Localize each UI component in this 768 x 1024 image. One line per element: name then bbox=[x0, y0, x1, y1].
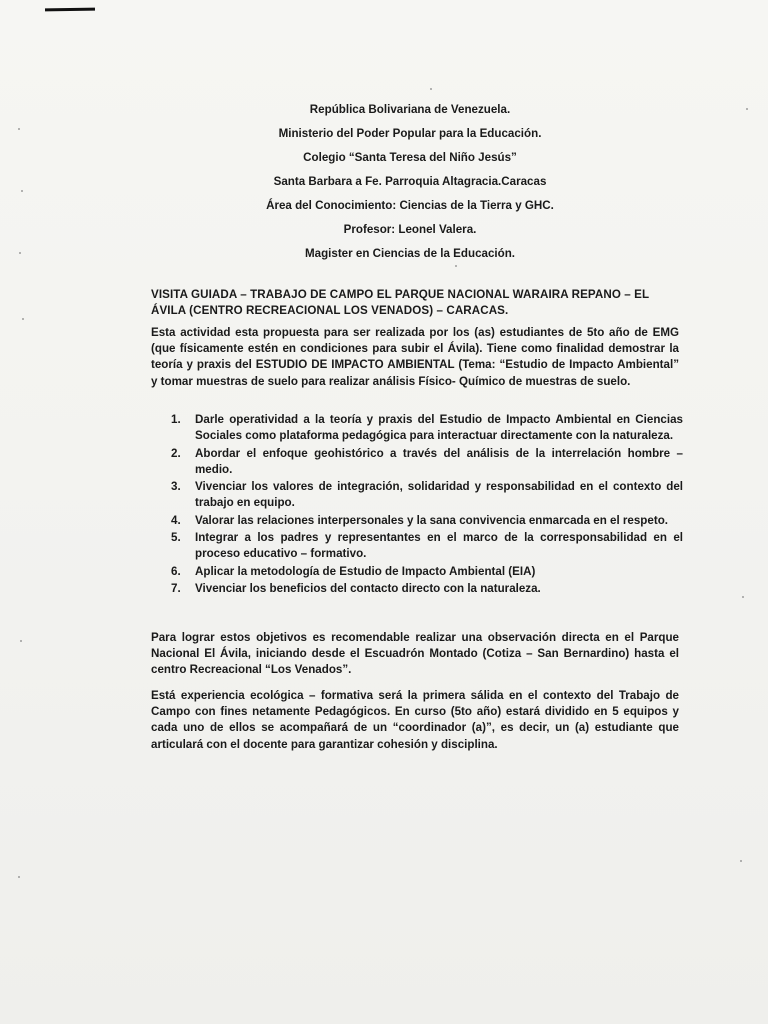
list-item-text: Vivenciar los beneficios del contacto directo con la naturaleza. bbox=[195, 582, 541, 596]
list-item bbox=[163, 446, 683, 478]
list-item-number: 1. bbox=[171, 413, 181, 426]
teams-paragraph: Está experiencia ecológica – formativa será la primera sálida en el contexto del Trabajo de Campo con fines netamente Pedagógicos. En curso (5to año) estará dividido en 5 equipos y cada uno de ellos se acompañará de un “coordinador (a)”, es decir, un (a) estudiante que articulará con el docente para garantizar cohesión y disciplina. bbox=[151, 689, 679, 751]
list-item bbox=[163, 412, 683, 444]
list-item-number: 5. bbox=[171, 531, 181, 545]
header-school: Colegio “Santa Teresa del Niño Jesús” bbox=[303, 151, 517, 164]
list-item-text: Darle operatividad a la teoría y praxis del Estudio de Impacto Ambiental en Ciencias Sociales como plataforma pedagógica para interactuar directamente con la naturaleza. bbox=[195, 413, 683, 443]
header-ministry: Ministerio del Poder Popular para la Educación. bbox=[278, 127, 542, 140]
list-item bbox=[163, 564, 683, 580]
header-teacher: Profesor: Leonel Valera. bbox=[343, 223, 477, 236]
header-subject-area: Área del Conocimiento: Ciencias de la Tierra y GHC. bbox=[266, 199, 554, 212]
header-country: República Bolivariana de Venezuela. bbox=[309, 103, 511, 116]
list-item-number: 3. bbox=[171, 480, 181, 494]
scan-speck bbox=[430, 88, 432, 90]
scan-speck bbox=[740, 860, 742, 862]
scan-speck bbox=[20, 640, 22, 642]
scan-speck bbox=[21, 190, 23, 192]
list-item bbox=[163, 479, 683, 511]
list-item bbox=[163, 581, 683, 597]
scan-mark bbox=[45, 8, 95, 12]
header-address: Santa Barbara a Fe. Parroquia Altagracia.Caracas bbox=[273, 175, 547, 188]
list-item-number: 4. bbox=[171, 513, 181, 527]
scan-speck bbox=[746, 108, 748, 110]
list-item-text: Integrar a los padres y representantes en el marco de la corresponsabilidad en el proceso educativo – formativo. bbox=[195, 531, 683, 561]
list-item-number: 6. bbox=[171, 564, 181, 578]
scan-speck bbox=[19, 252, 21, 254]
list-item-text: Valorar las relaciones interpersonales y la sana convivencia enmarcada en el respeto. bbox=[195, 513, 669, 527]
header-degree: Magister en Ciencias de la Educación. bbox=[304, 247, 516, 260]
list-item bbox=[163, 530, 683, 562]
objectives-list bbox=[163, 412, 683, 599]
activity-intro: Esta actividad esta propuesta para ser realizada por los (as) estudiantes de 5to año de EMG (que físicamente estén en condiciones para subir el Ávila). Tiene como finalidad demostrar la teoría y praxis del ESTUDIO DE IMPACTO AMBIENTAL (Tema: “Estudio de Impacto Ambiental” y tomar muestras de suelo para realizar análisis Físico- Químico de muestras de suelo. bbox=[151, 326, 679, 388]
scan-speck bbox=[18, 876, 20, 878]
letterhead bbox=[160, 98, 660, 266]
scan-speck bbox=[22, 318, 24, 320]
list-item-text: Aplicar la metodología de Estudio de Impacto Ambiental (EIA) bbox=[195, 564, 536, 578]
list-item-number: 7. bbox=[171, 582, 181, 596]
list-item bbox=[163, 513, 683, 529]
scan-speck bbox=[742, 596, 744, 598]
scan-speck bbox=[18, 128, 20, 130]
route-paragraph: Para lograr estos objetivos es recomendable realizar una observación directa en el Parque Nacional El Ávila, iniciando desde el Escuadrón Montado (Cotiza – San Bernardino) hasta el centro Recreacional “Los Venados”. bbox=[151, 631, 679, 677]
list-item-number: 2. bbox=[171, 446, 181, 460]
activity-title: VISITA GUIADA – TRABAJO DE CAMPO EL PARQUE NACIONAL WARAIRA REPANO – EL ÁVILA (CENTRO RECREACIONAL LOS VENADOS) – CARACAS. bbox=[151, 288, 649, 318]
list-item-text: Abordar el enfoque geohistórico a través del análisis de la interrelación hombre – medio. bbox=[195, 446, 683, 476]
list-item-text: Vivenciar los valores de integración, solidaridad y responsabilidad en el contexto del trabajo en equipo. bbox=[195, 480, 683, 510]
